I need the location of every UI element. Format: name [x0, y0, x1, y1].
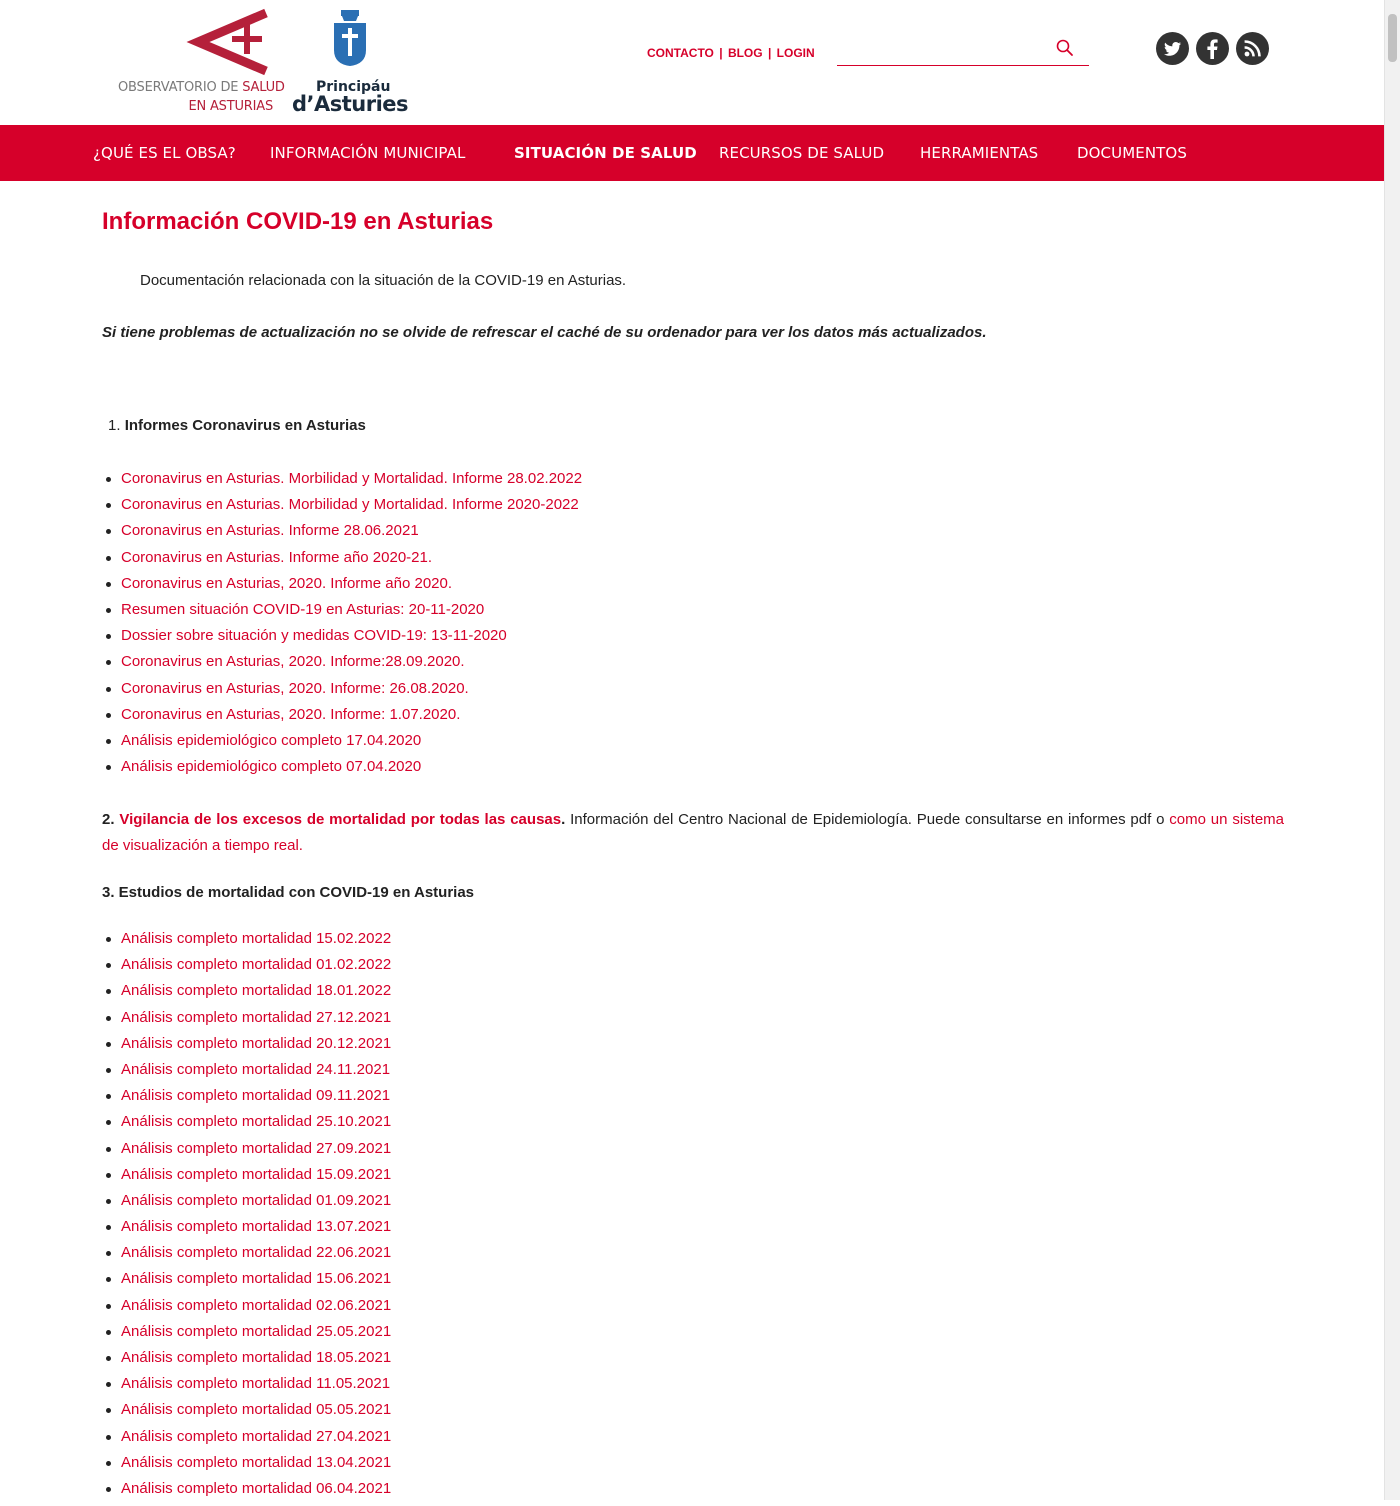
nav-item-recursos-salud[interactable]: RECURSOS DE SALUD [719, 144, 885, 162]
main-nav [0, 125, 1384, 181]
obsa-logo[interactable] [118, 8, 285, 120]
site-header [0, 0, 1384, 125]
list-item [104, 956, 391, 982]
section-2-paragraph [102, 807, 1284, 859]
list-item [104, 1323, 391, 1349]
principado-text-1: Principáu [316, 79, 391, 95]
list-item [104, 732, 582, 758]
mortality-analysis-link[interactable]: Análisis completo mortalidad 27.09.2021 [121, 1139, 392, 1157]
top-links [647, 46, 815, 60]
rss-icon [1236, 32, 1269, 65]
facebook-button[interactable] [1196, 32, 1229, 65]
mortality-analysis-link[interactable]: Análisis completo mortalidad 22.06.2021 [121, 1244, 392, 1262]
scrollbar[interactable] [1384, 0, 1400, 1500]
list-item [104, 1244, 391, 1270]
list-item [104, 575, 582, 601]
section-1-label: Informes Coronavirus en Asturias [124, 417, 366, 434]
section-2-number: 2. [102, 811, 115, 828]
twitter-icon [1156, 32, 1189, 65]
list-item [104, 1401, 391, 1427]
mortality-analysis-link[interactable]: Análisis completo mortalidad 24.11.2021 [121, 1060, 391, 1078]
report-link[interactable]: Dossier sobre situación y medidas COVID-19: 13-11-2020 [121, 627, 507, 645]
list-item [104, 1140, 391, 1166]
mortality-analysis-link[interactable]: Análisis completo mortalidad 02.06.2021 [121, 1296, 392, 1314]
mortality-analysis-link[interactable]: Análisis completo mortalidad 18.01.2022 [121, 982, 392, 1000]
twitter-button[interactable] [1156, 32, 1189, 65]
list-item [104, 1375, 391, 1401]
section-1-heading [108, 417, 366, 434]
mortality-analysis-link[interactable]: Análisis completo mortalidad 09.11.2021 [121, 1087, 391, 1105]
list-item [104, 549, 582, 575]
mortality-analysis-link[interactable]: Análisis completo mortalidad 06.04.2021 [121, 1479, 392, 1497]
list-item [104, 1218, 391, 1244]
search-box [837, 34, 1089, 66]
mortality-analysis-link[interactable]: Análisis completo mortalidad 25.10.2021 [121, 1113, 392, 1131]
report-link[interactable]: Análisis epidemiológico completo 07.04.2020 [121, 758, 422, 776]
report-link[interactable]: Coronavirus en Asturias. Informe 28.06.2021 [121, 522, 419, 540]
section-3-links [104, 930, 391, 1506]
list-item [104, 470, 582, 496]
realtime-visualization-link[interactable]: como un sistema de visualización a tiempo real. [102, 811, 1284, 854]
mortality-analysis-link[interactable]: Análisis completo mortalidad 15.09.2021 [121, 1165, 392, 1183]
principado-logo[interactable] [290, 8, 415, 120]
mortality-analysis-link[interactable]: Análisis completo mortalidad 13.04.2021 [121, 1453, 392, 1471]
list-item [104, 1087, 391, 1113]
mortality-analysis-link[interactable]: Análisis completo mortalidad 20.12.2021 [121, 1034, 392, 1052]
mortality-analysis-link[interactable]: Análisis completo mortalidad 27.12.2021 [121, 1008, 392, 1026]
search-icon[interactable] [1055, 38, 1075, 58]
section-1-links [104, 470, 582, 784]
separator: | [767, 46, 772, 60]
mortality-analysis-link[interactable]: Análisis completo mortalidad 13.07.2021 [121, 1218, 392, 1236]
blog-link[interactable]: BLOG [727, 46, 763, 60]
list-item [104, 496, 582, 522]
list-item [104, 1035, 391, 1061]
mortality-analysis-link[interactable]: Análisis completo mortalidad 15.06.2021 [121, 1270, 392, 1288]
obsa-logo-text-2: EN ASTURIAS [188, 99, 273, 114]
nav-item-herramientas[interactable]: HERRAMIENTAS [920, 144, 1039, 162]
report-link[interactable]: Coronavirus en Asturias, 2020. Informe:28.09.2020. [121, 653, 465, 671]
separator: | [719, 46, 723, 60]
mortality-analysis-link[interactable]: Análisis completo mortalidad 27.04.2021 [121, 1427, 392, 1445]
mortality-analysis-link[interactable]: Análisis completo mortalidad 25.05.2021 [121, 1322, 392, 1340]
section-1-number: 1. [108, 417, 121, 434]
list-item [104, 1270, 391, 1296]
list-item [104, 680, 582, 706]
section-2-dot: . [561, 811, 566, 828]
search-input[interactable] [837, 34, 1056, 64]
mortality-analysis-link[interactable]: Análisis completo mortalidad 05.05.2021 [121, 1401, 392, 1419]
list-item [104, 1113, 391, 1139]
list-item [104, 1166, 391, 1192]
cache-warning: Si tiene problemas de actualización no se olvide de refrescar el caché de su ordenador para ver los datos más actualizados. [102, 324, 987, 341]
mortality-analysis-link[interactable]: Análisis completo mortalidad 15.02.2022 [121, 930, 392, 947]
intro-text: Documentación relacionada con la situación de la COVID-19 en Asturias. [140, 272, 627, 289]
report-link[interactable]: Análisis epidemiológico completo 17.04.2020 [121, 731, 422, 749]
nav-item-situacion-salud[interactable]: SITUACIÓN DE SALUD [514, 144, 697, 162]
nav-item-documentos[interactable]: DOCUMENTOS [1077, 144, 1187, 162]
list-item [104, 758, 582, 784]
report-link[interactable]: Coronavirus en Asturias, 2020. Informe: 1.07.2020. [121, 705, 461, 723]
scrollbar-thumb[interactable] [1388, 14, 1397, 62]
principado-text-2: d’Asturies [292, 92, 409, 116]
page-title: Información COVID-19 en Asturias [102, 208, 494, 235]
obsa-logo-mark-icon [118, 8, 278, 78]
report-link[interactable]: Coronavirus en Asturias. Morbilidad y Mortalidad. Informe 28.02.2022 [121, 470, 583, 487]
login-link[interactable]: LOGIN [776, 46, 815, 60]
list-item [104, 1297, 391, 1323]
coat-of-arms-icon [330, 8, 370, 68]
nav-item-informacion-municipal[interactable]: INFORMACIÓN MUNICIPAL [270, 144, 466, 162]
report-link[interactable]: Coronavirus en Asturias, 2020. Informe: 26.08.2020. [121, 679, 469, 697]
mortality-analysis-link[interactable]: Análisis completo mortalidad 11.05.2021 [121, 1375, 391, 1393]
section-2-text: Información del Centro Nacional de Epidemiología. Puede consultarse en informes pdf o [565, 811, 1170, 828]
list-item [104, 1349, 391, 1375]
rss-button[interactable] [1236, 32, 1269, 65]
list-item [104, 706, 582, 732]
report-link[interactable]: Resumen situación COVID-19 en Asturias: 20-11-2020 [121, 600, 485, 618]
list-item [104, 653, 582, 679]
contacto-link[interactable]: CONTACTO [647, 46, 714, 60]
list-item [104, 1061, 391, 1087]
mortality-excess-link[interactable]: Vigilancia de los excesos de mortalidad por todas las causas [119, 811, 562, 828]
obsa-logo-text-1b: SALUD [242, 80, 285, 95]
list-item [104, 1454, 391, 1480]
nav-item-que-es-obsa[interactable]: ¿QUÉ ES EL OBSA? [93, 144, 236, 162]
report-link[interactable]: Coronavirus en Asturias, 2020. Informe año 2020. [121, 574, 453, 592]
list-item [104, 930, 391, 956]
list-item [104, 522, 582, 548]
report-link[interactable]: Coronavirus en Asturias. Morbilidad y Mortalidad. Informe 2020-2022 [121, 496, 579, 514]
list-item [104, 1009, 391, 1035]
list-item [104, 1192, 391, 1218]
mortality-analysis-link[interactable]: Análisis completo mortalidad 01.09.2021 [121, 1191, 392, 1209]
mortality-analysis-link[interactable]: Análisis completo mortalidad 18.05.2021 [121, 1349, 392, 1366]
list-item [104, 1428, 391, 1454]
list-item [104, 601, 582, 627]
mortality-analysis-link[interactable]: Análisis completo mortalidad 01.02.2022 [121, 956, 392, 974]
report-link[interactable]: Coronavirus en Asturias. Informe año 2020-21. [121, 548, 433, 566]
list-item [104, 1480, 391, 1506]
list-item [104, 627, 582, 653]
section-3-heading: 3. Estudios de mortalidad con COVID-19 en Asturias [102, 884, 475, 901]
list-item [104, 982, 391, 1008]
facebook-icon [1196, 32, 1229, 65]
obsa-logo-text-1a: OBSERVATORIO DE [118, 80, 243, 95]
